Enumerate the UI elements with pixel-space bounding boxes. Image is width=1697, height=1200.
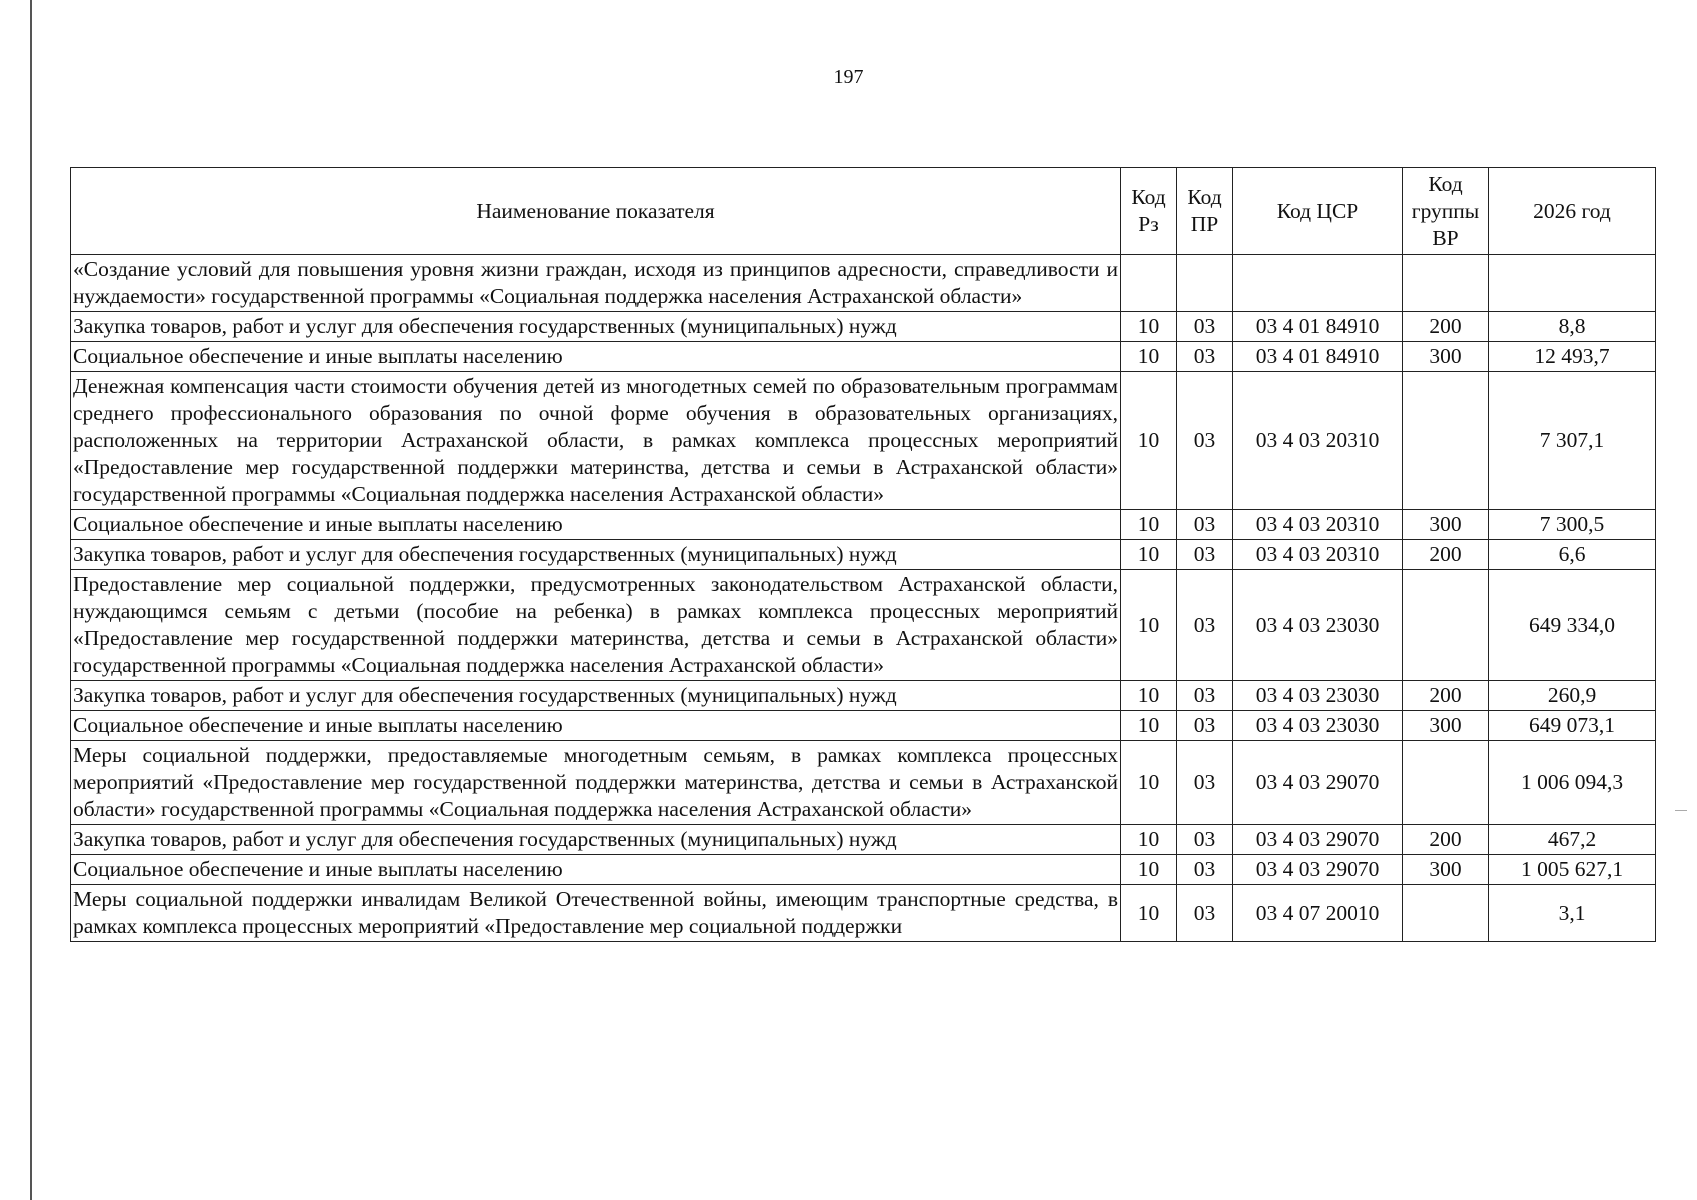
header-csr: Код ЦСР xyxy=(1233,168,1403,255)
row-rz: 10 xyxy=(1121,825,1177,855)
row-amount: 7 307,1 xyxy=(1489,372,1656,510)
row-rz: 10 xyxy=(1121,885,1177,942)
row-amount: 8,8 xyxy=(1489,312,1656,342)
row-pr: 03 xyxy=(1177,681,1233,711)
row-name: Денежная компенсация части стоимости обучения детей из многодетных семей по образовательным программам среднего профессионального образования по очной форме обучения в образовательных организациях, расположенных на территории Астраханской области, в рамках комплекса процессных мероприятий «Предоставление мер государственной поддержки материнства, детства и семьи в Астраханской области» государственной программы «Социальная поддержка населения Астраханской области» xyxy=(71,372,1121,510)
row-vr: 300 xyxy=(1403,855,1489,885)
row-name: Закупка товаров, работ и услуг для обеспечения государственных (муниципальных) нужд xyxy=(71,312,1121,342)
header-vr: Код группы ВР xyxy=(1403,168,1489,255)
row-vr: 200 xyxy=(1403,681,1489,711)
table-row xyxy=(71,711,1656,741)
row-csr: 03 4 07 20010 xyxy=(1233,885,1403,942)
row-csr: 03 4 03 20310 xyxy=(1233,510,1403,540)
row-csr xyxy=(1233,255,1403,312)
row-rz: 10 xyxy=(1121,342,1177,372)
table-row xyxy=(71,312,1656,342)
row-pr: 03 xyxy=(1177,855,1233,885)
row-name: Социальное обеспечение и иные выплаты населению xyxy=(71,510,1121,540)
row-pr: 03 xyxy=(1177,570,1233,681)
row-rz: 10 xyxy=(1121,741,1177,825)
row-amount: 6,6 xyxy=(1489,540,1656,570)
row-csr: 03 4 01 84910 xyxy=(1233,312,1403,342)
row-csr: 03 4 01 84910 xyxy=(1233,342,1403,372)
row-pr: 03 xyxy=(1177,741,1233,825)
row-csr: 03 4 03 29070 xyxy=(1233,741,1403,825)
row-vr: 300 xyxy=(1403,711,1489,741)
row-amount: 649 334,0 xyxy=(1489,570,1656,681)
row-rz: 10 xyxy=(1121,855,1177,885)
row-amount: 3,1 xyxy=(1489,885,1656,942)
row-amount: 1 006 094,3 xyxy=(1489,741,1656,825)
row-csr: 03 4 03 23030 xyxy=(1233,681,1403,711)
row-vr xyxy=(1403,885,1489,942)
row-amount: 1 005 627,1 xyxy=(1489,855,1656,885)
row-rz: 10 xyxy=(1121,372,1177,510)
row-vr: 200 xyxy=(1403,540,1489,570)
row-rz: 10 xyxy=(1121,570,1177,681)
table-row xyxy=(71,885,1656,942)
row-csr: 03 4 03 29070 xyxy=(1233,855,1403,885)
row-csr: 03 4 03 29070 xyxy=(1233,825,1403,855)
row-name: Социальное обеспечение и иные выплаты населению xyxy=(71,855,1121,885)
row-name: Социальное обеспечение и иные выплаты населению xyxy=(71,711,1121,741)
row-name: Закупка товаров, работ и услуг для обеспечения государственных (муниципальных) нужд xyxy=(71,540,1121,570)
row-vr: 300 xyxy=(1403,342,1489,372)
table-header-row xyxy=(71,168,1656,255)
row-name: Меры социальной поддержки, предоставляемые многодетным семьям, в рамках комплекса процессных мероприятий «Предоставление мер государственной поддержки материнства, детства и семьи в Астраханской области» государственной программы «Социальная поддержка населения Астраханской области» xyxy=(71,741,1121,825)
row-vr: 300 xyxy=(1403,510,1489,540)
table-row xyxy=(71,570,1656,681)
row-vr xyxy=(1403,741,1489,825)
table-row xyxy=(71,372,1656,510)
row-csr: 03 4 03 20310 xyxy=(1233,540,1403,570)
row-amount: 12 493,7 xyxy=(1489,342,1656,372)
header-name: Наименование показателя xyxy=(71,168,1121,255)
row-rz xyxy=(1121,255,1177,312)
row-amount: 649 073,1 xyxy=(1489,711,1656,741)
row-rz: 10 xyxy=(1121,510,1177,540)
row-vr: 200 xyxy=(1403,312,1489,342)
table-row xyxy=(71,741,1656,825)
row-pr: 03 xyxy=(1177,711,1233,741)
table-row xyxy=(71,540,1656,570)
row-csr: 03 4 03 23030 xyxy=(1233,570,1403,681)
row-rz: 10 xyxy=(1121,681,1177,711)
table-row xyxy=(71,255,1656,312)
row-pr xyxy=(1177,255,1233,312)
row-vr xyxy=(1403,570,1489,681)
row-name: Меры социальной поддержки инвалидам Великой Отечественной войны, имеющим транспортные средства, в рамках комплекса процессных мероприятий «Предоставление мер социальной поддержки xyxy=(71,885,1121,942)
budget-table xyxy=(70,167,1656,942)
row-amount: 7 300,5 xyxy=(1489,510,1656,540)
table-row xyxy=(71,855,1656,885)
header-pr: Код ПР xyxy=(1177,168,1233,255)
row-pr: 03 xyxy=(1177,885,1233,942)
row-name: Социальное обеспечение и иные выплаты населению xyxy=(71,342,1121,372)
row-rz: 10 xyxy=(1121,711,1177,741)
row-name: Закупка товаров, работ и услуг для обеспечения государственных (муниципальных) нужд xyxy=(71,825,1121,855)
page-number: 197 xyxy=(833,66,864,88)
row-pr: 03 xyxy=(1177,540,1233,570)
row-amount: 260,9 xyxy=(1489,681,1656,711)
header-rz: Код Рз xyxy=(1121,168,1177,255)
row-pr: 03 xyxy=(1177,312,1233,342)
row-vr xyxy=(1403,255,1489,312)
table-row xyxy=(71,342,1656,372)
row-amount: 467,2 xyxy=(1489,825,1656,855)
row-rz: 10 xyxy=(1121,540,1177,570)
row-csr: 03 4 03 23030 xyxy=(1233,711,1403,741)
row-pr: 03 xyxy=(1177,510,1233,540)
row-name: «Создание условий для повышения уровня жизни граждан, исходя из принципов адресности, справедливости и нуждаемости» государственной программы «Социальная поддержка населения Астраханской области» xyxy=(71,255,1121,312)
table-row xyxy=(71,825,1656,855)
row-rz: 10 xyxy=(1121,312,1177,342)
scan-edge-line xyxy=(30,0,32,1200)
row-pr: 03 xyxy=(1177,342,1233,372)
scan-mark xyxy=(1675,810,1687,811)
row-vr xyxy=(1403,372,1489,510)
row-vr: 200 xyxy=(1403,825,1489,855)
row-csr: 03 4 03 20310 xyxy=(1233,372,1403,510)
row-name: Закупка товаров, работ и услуг для обеспечения государственных (муниципальных) нужд xyxy=(71,681,1121,711)
header-year: 2026 год xyxy=(1489,168,1656,255)
row-amount xyxy=(1489,255,1656,312)
row-pr: 03 xyxy=(1177,825,1233,855)
row-name: Предоставление мер социальной поддержки, предусмотренных законодательством Астраханской области, нуждающимся семьям с детьми (пособие на ребенка) в рамках комплекса процессных мероприятий «Предоставление мер государственной поддержки материнства, детства и семьи в Астраханской области» государственной программы «Социальная поддержка населения Астраханской области» xyxy=(71,570,1121,681)
table-row xyxy=(71,681,1656,711)
table-row xyxy=(71,510,1656,540)
row-pr: 03 xyxy=(1177,372,1233,510)
